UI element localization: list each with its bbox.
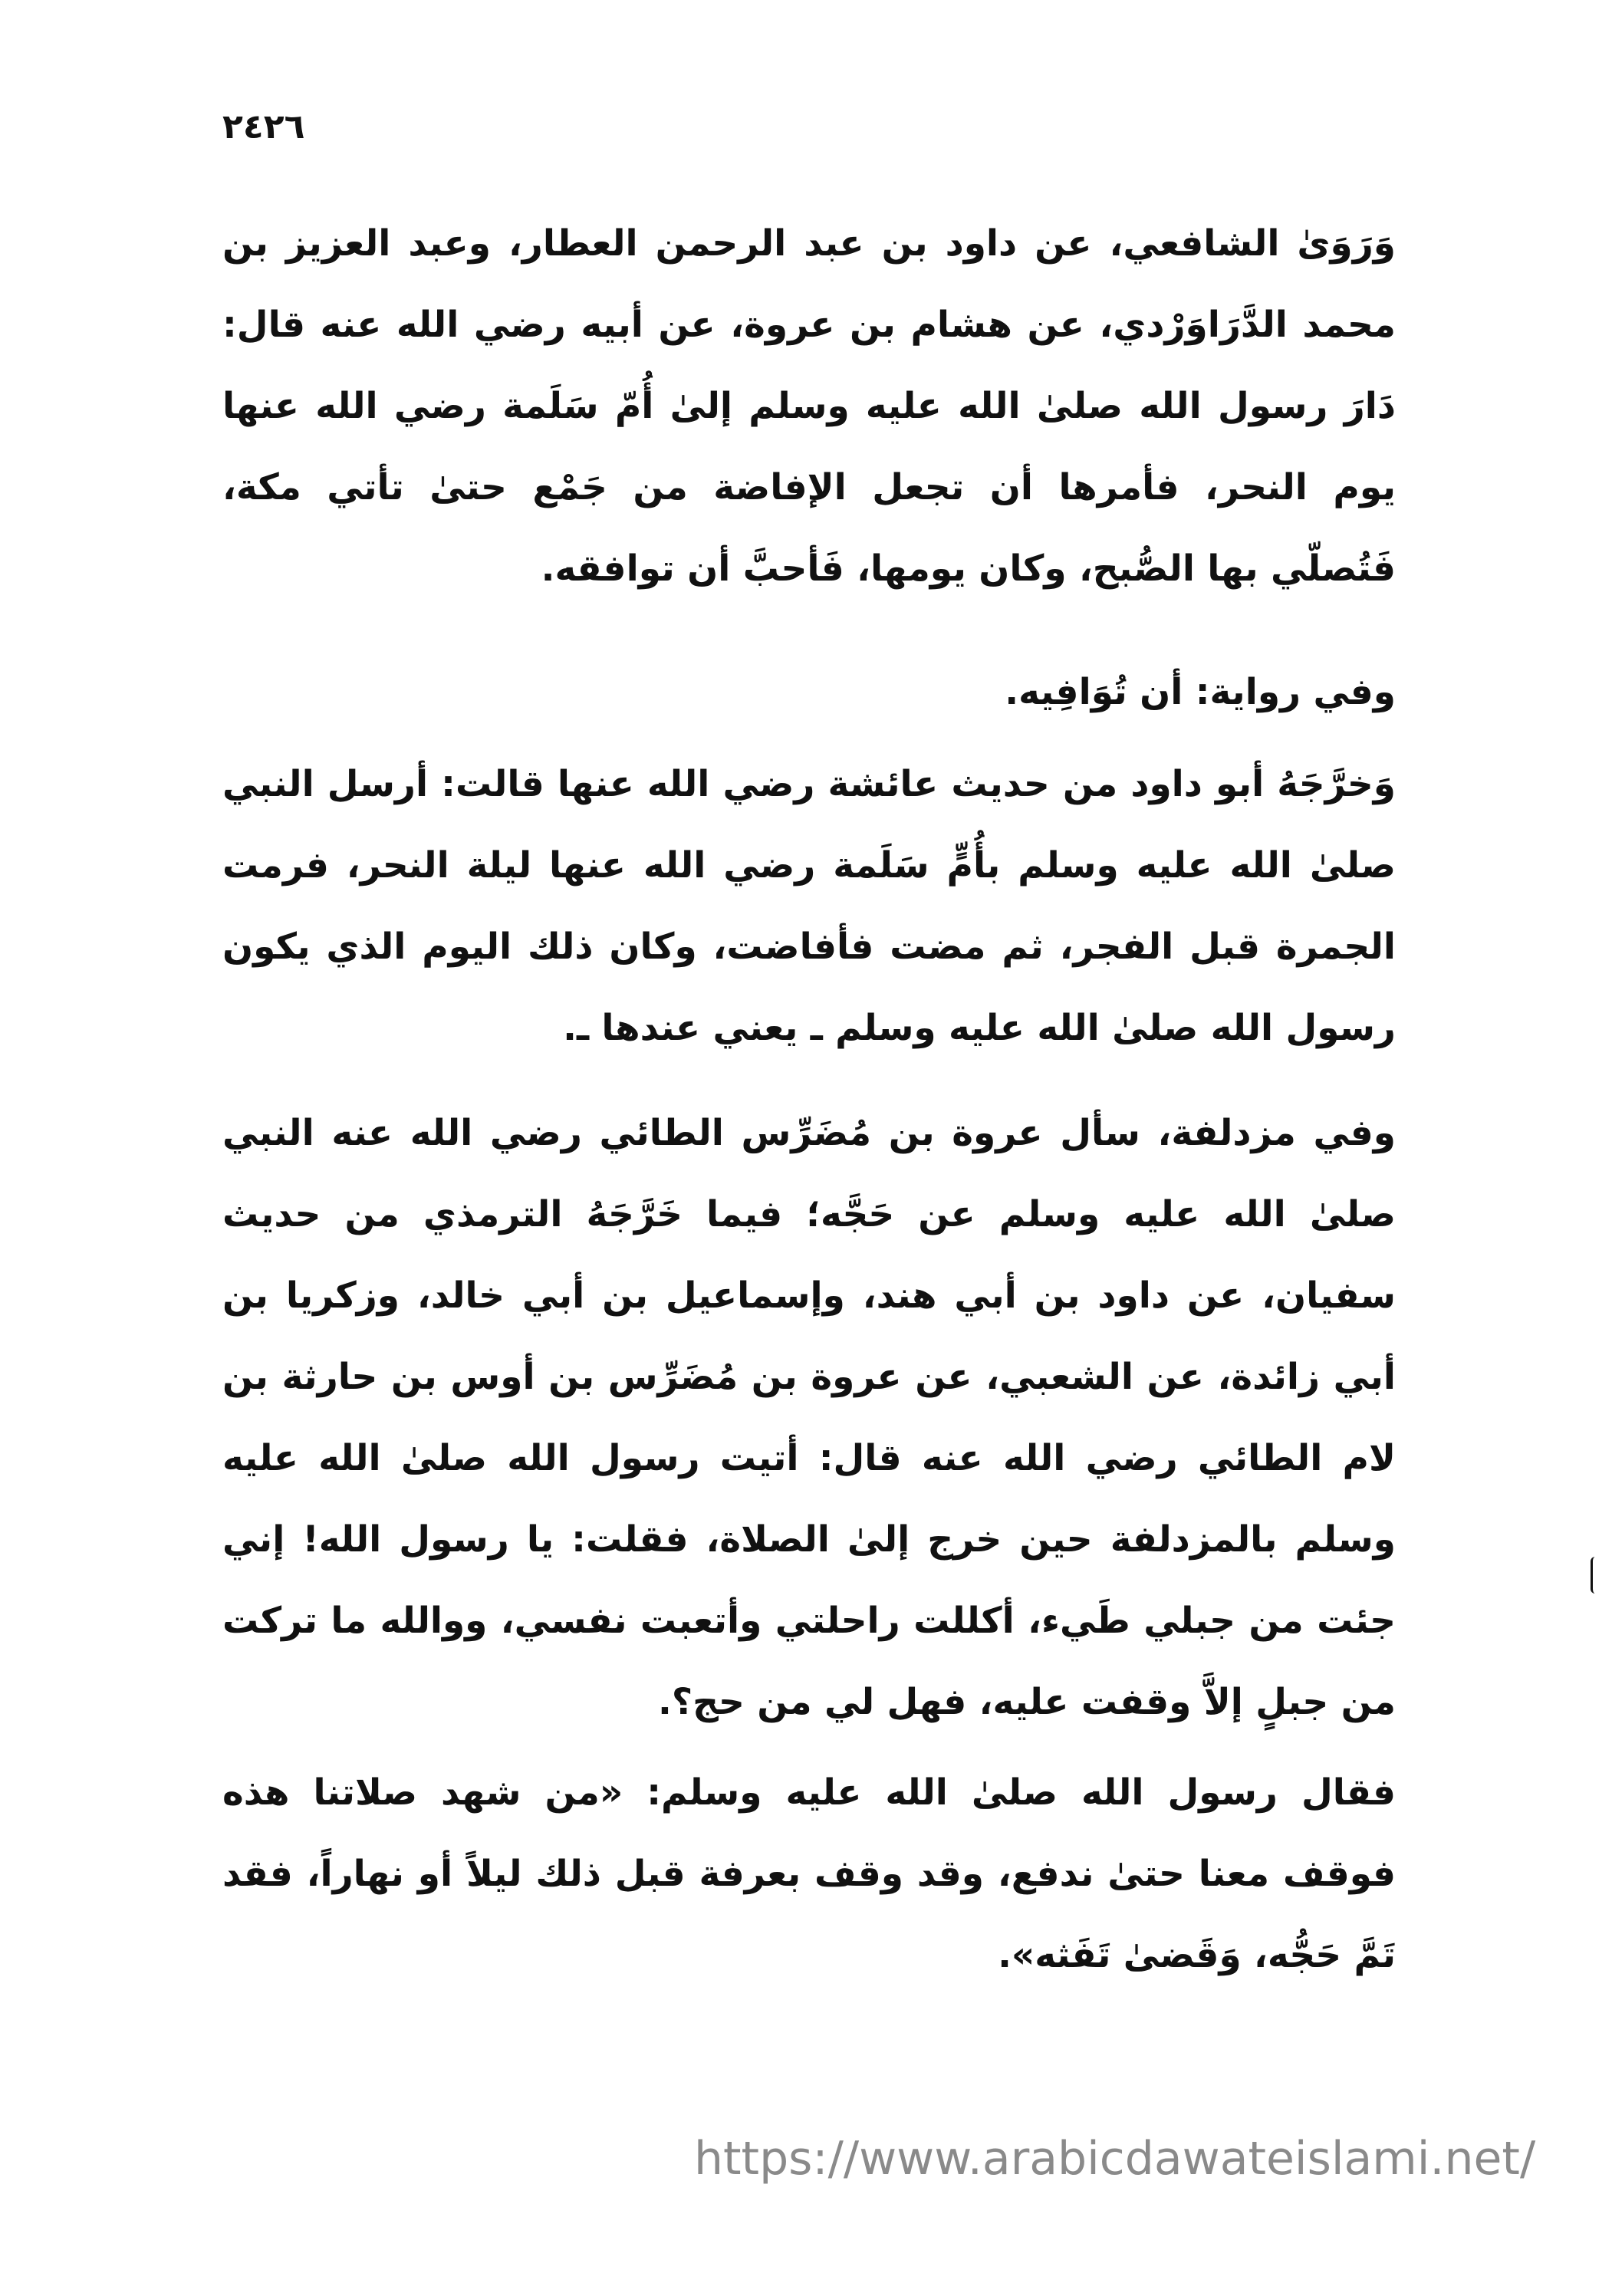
paragraph-5 [222, 1752, 1396, 1996]
page-number: ٢٤٢٦ [222, 107, 305, 146]
paragraph-1 [222, 203, 1396, 610]
margin-bracket-mark [1591, 1557, 1597, 1594]
paragraph-4 [222, 1093, 1396, 1743]
paragraph-text: فقال رسول الله صلىٰ الله عليه وسلم: «من شهد صلاتنا هذه فوقف معنا حتىٰ ندفع، وقد وقف بعرفة قبل ذلك ليلاً أو نهاراً، فقد تَمَّ حَجُّه، وَقَضىٰ تَفَثه». [222, 1771, 1396, 1976]
paragraph-text: وفي مزدلفة، سأل عروة بن مُضَرِّس الطائي رضي الله عنه النبي صلىٰ الله عليه وسلم عن حَجَّه؛ فيما خَرَّجَهُ الترمذي من حديث سفيان، عن داود بن أبي هند، وإسماعيل بن أبي خالد، وزكريا بن أبي زائدة، عن الشعبي، عن عروة بن مُضَرِّس بن أوس بن حارثة بن لام الطائي رضي الله عنه قال: أتيت رسول الله صلىٰ الله عليه وسلم بالمزدلفة حين خرج إلىٰ الصلاة، فقلت: يا رسول الله! إني جئت من جبلي طَيء، أكللت راحلتي وأتعبت نفسي، ووالله ما تركت من جبلٍ إلاَّ وقفت عليه، فهل لي من حج؟. [222, 1112, 1396, 1723]
paragraph-2 [222, 652, 1396, 733]
paragraph-3 [222, 744, 1396, 1069]
paragraph-text: وَخرَّجَهُ أبو داود من حديث عائشة رضي الله عنها قالت: أرسل النبي صلىٰ الله عليه وسلم بأُمٍّ سَلَمة رضي الله عنها ليلة النحر، فرمت الجمرة قبل الفجر، ثم مضت فأفاضت، وكان ذلك اليوم الذي يكون رسول الله صلىٰ الله عليه وسلم ـ يعني عندها ـ. [222, 763, 1396, 1049]
paragraph-text: وَرَوَىٰ الشافعي، عن داود بن عبد الرحمن العطار، وعبد العزيز بن محمد الدَّرَاوَرْدي، عن هشام بن عروة، عن أبيه رضي الله عنه قال: دَارَ رسول الله صلىٰ الله عليه وسلم إلىٰ أُمّ سَلَمة رضي الله عنها يوم النحر، فأمرها أن تجعل الإفاضة من جَمْع حتىٰ تأتي مكة، فَتُصلّي بها الصُّبح، وكان يومها، فَأحبَّ أن توافقه. [222, 222, 1396, 590]
watermark-url: https://www.arabicdawateislami.net/ [694, 2132, 1536, 2186]
paragraph-text: وفي رواية: أن تُوَافِيه. [1005, 671, 1396, 713]
